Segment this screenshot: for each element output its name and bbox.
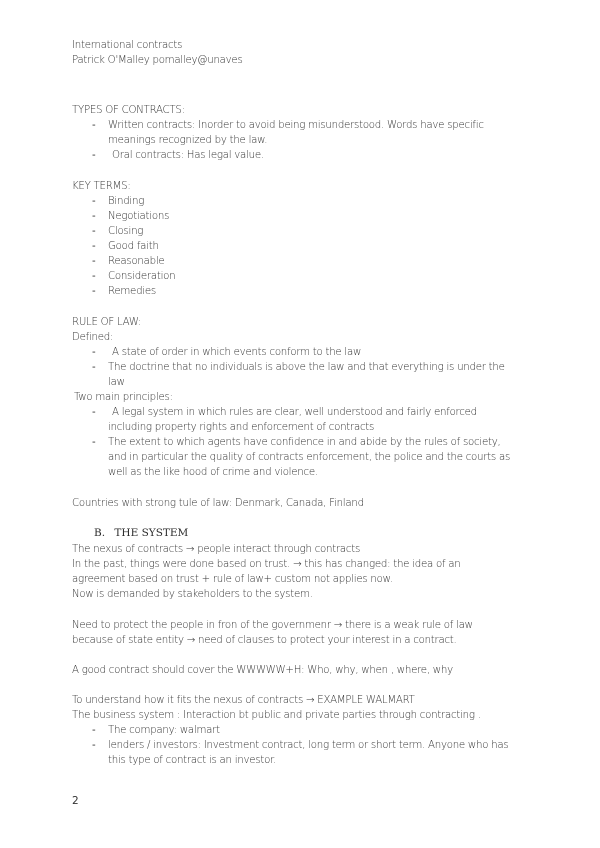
bullet-dash: - bbox=[92, 362, 96, 373]
bullet-dash: - bbox=[92, 211, 96, 222]
system-bullet-1: The company: walmart bbox=[108, 725, 220, 736]
bullet-dash: - bbox=[92, 407, 96, 418]
definition-2-line1: The doctrine that no individuals is above the law and that everything is under the bbox=[108, 362, 505, 373]
section-title: THE SYSTEM bbox=[114, 527, 189, 539]
system-line: Need to protect the people in fron of the governmenr → there is a weak rule of law bbox=[72, 620, 473, 631]
countries-line: Countries with strong tule of law: Denmark, Canada, Finland bbox=[72, 498, 364, 509]
written-contracts-line1: Written contracts: Inorder to avoid being misunderstood. Words have specific bbox=[108, 120, 484, 131]
bullet-dash: - bbox=[92, 740, 96, 751]
bullet-dash: - bbox=[92, 286, 96, 297]
system-bullet-2-line1: lenders / investors: Investment contract, long term or short term. Anyone who has bbox=[108, 740, 509, 751]
bullet-dash: - bbox=[92, 725, 96, 736]
bullet-dash: - bbox=[92, 150, 96, 161]
system-bullet-2-line2: this type of contract is an investor. bbox=[108, 755, 277, 766]
key-term-item: Binding bbox=[108, 196, 145, 207]
key-term-item: Remedies bbox=[108, 286, 156, 297]
key-terms-heading: KEY TERMS: bbox=[72, 181, 131, 192]
author-line: Patrick O'Malley pomalley@unaves bbox=[72, 55, 243, 66]
page-number: 2 bbox=[72, 795, 79, 807]
key-term-item: Reasonable bbox=[108, 256, 165, 267]
defined-label: Defined: bbox=[72, 332, 114, 343]
principle-1-line2: including property rights and enforcement of contracts bbox=[108, 422, 375, 433]
system-line: A good contract should cover the WWWWW+H: Who, why, when , where, why bbox=[72, 665, 453, 676]
bullet-dash: - bbox=[92, 120, 96, 131]
bullet-dash: - bbox=[92, 347, 96, 358]
principle-2-line3: well as the like hood of crime and violence. bbox=[108, 467, 318, 478]
section-heading bbox=[94, 526, 188, 541]
bullet-dash: - bbox=[92, 226, 96, 237]
bullet-dash: - bbox=[92, 196, 96, 207]
key-term-item: Closing bbox=[108, 226, 144, 237]
principle-1-line1: A legal system in which rules are clear, well understood and fairly enforced bbox=[112, 407, 477, 418]
bullet-dash: - bbox=[92, 437, 96, 448]
bullet-dash: - bbox=[92, 271, 96, 282]
rule-of-law-heading: RULE OF LAW: bbox=[72, 317, 142, 328]
definition-1: A state of order in which events conform to the law bbox=[112, 347, 362, 358]
section-letter: B. bbox=[94, 527, 106, 539]
principle-2-line1: The extent to which agents have confidence in and abide by the rules of society, bbox=[108, 437, 501, 448]
document-title: International contracts bbox=[72, 40, 183, 51]
bullet-dash: - bbox=[92, 241, 96, 252]
system-line: because of state entity → need of clauses to protect your interest in a contract. bbox=[72, 635, 457, 646]
oral-contracts: Oral contracts: Has legal value. bbox=[112, 150, 264, 161]
written-contracts-line2: meanings recognized by the law. bbox=[108, 135, 268, 146]
key-term-item: Good faith bbox=[108, 241, 159, 252]
system-line: The business system : Interaction bt public and private parties through contracting . bbox=[72, 710, 481, 721]
key-term-item: Negotiations bbox=[108, 211, 170, 222]
system-line: Now is demanded by stakeholders to the system. bbox=[72, 589, 313, 600]
key-term-item: Consideration bbox=[108, 271, 176, 282]
system-line: In the past, things were done based on trust. → this has changed: the idea of an bbox=[72, 559, 461, 570]
principles-label: Two main principles: bbox=[74, 392, 173, 403]
system-line: The nexus of contracts → people interact through contracts bbox=[72, 544, 361, 555]
types-heading: TYPES OF CONTRACTS: bbox=[72, 105, 185, 116]
system-line: agreement based on trust + rule of law+ custom not applies now. bbox=[72, 574, 393, 585]
system-line: To understand how it fits the nexus of contracts → EXAMPLE WALMART bbox=[72, 695, 415, 706]
bullet-dash: - bbox=[92, 256, 96, 267]
definition-2-line2: law bbox=[108, 377, 125, 388]
principle-2-line2: and in particular the quality of contracts enforcement, the police and the courts as bbox=[108, 452, 511, 463]
